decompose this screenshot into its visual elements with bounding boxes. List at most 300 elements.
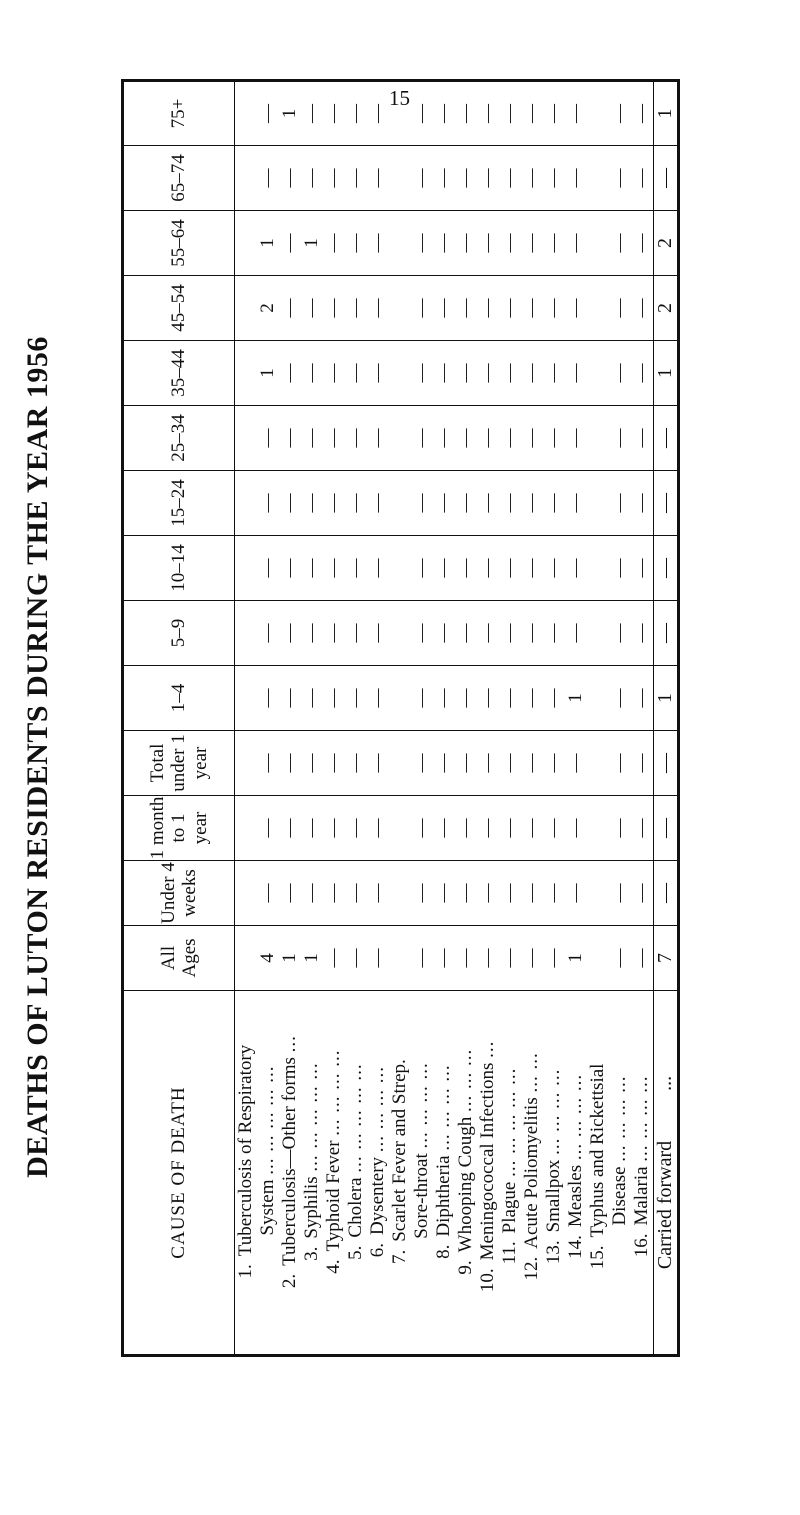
cell-value: — (323, 233, 344, 253)
column-values-age-1-4 (235, 666, 654, 731)
cell-value: — (565, 493, 586, 513)
cell-value: — (631, 493, 652, 513)
cause-line (433, 991, 455, 1354)
column-values-age-25-34 (235, 406, 654, 471)
cell-value: — (609, 558, 630, 578)
cell-value: — (257, 558, 278, 578)
cell-value: — (433, 623, 454, 643)
cell-value (587, 861, 609, 925)
cell-value: — (323, 818, 344, 838)
cell-value: — (411, 298, 432, 318)
cause-number: 13. (543, 1240, 564, 1265)
cause-leader-dots: ... ... ... ... (411, 1062, 432, 1149)
cell-value (235, 861, 257, 925)
cell-value: — (367, 883, 388, 903)
cause-text: Disease (609, 1166, 630, 1226)
cell-value: — (279, 623, 300, 643)
cause-text: Syphilis (301, 1176, 322, 1239)
cell-value: — (543, 623, 564, 643)
cell-value: — (609, 233, 630, 253)
cell-value: — (543, 753, 564, 773)
cell-value: — (499, 948, 520, 968)
cell-value (235, 276, 257, 340)
cell-value: 1 (565, 693, 586, 703)
header-age-15-24: 15–24 (123, 471, 235, 536)
cause-leader-dots: ... ... ... ... (433, 1064, 454, 1151)
cell-value: — (367, 688, 388, 708)
cell-value: — (279, 883, 300, 903)
cell-value: — (543, 168, 564, 188)
cell-value: — (499, 688, 520, 708)
cause-number: 7. (389, 1249, 410, 1265)
cell-value: — (609, 493, 630, 513)
cell-value: — (477, 688, 498, 708)
cell-value: — (565, 104, 586, 123)
cell-value: — (279, 493, 300, 513)
cell-value: — (565, 363, 586, 383)
cause-text: Malaria (631, 1166, 652, 1226)
cell-value: — (543, 883, 564, 903)
cell-value: — (609, 363, 630, 383)
cell-value: — (631, 233, 652, 253)
carried-forward-cell (654, 991, 679, 1356)
cell-value: — (455, 818, 476, 838)
cell-value (587, 406, 609, 470)
cause-number: 2. (279, 1273, 300, 1289)
cell-value: — (455, 753, 476, 773)
cell-value: — (257, 428, 278, 448)
cause-leader-dots: ... ... ... ... ... (257, 1065, 278, 1175)
cell-value: — (609, 104, 630, 123)
cell-value: — (433, 233, 454, 253)
deaths-table (121, 79, 680, 1357)
cell-value: — (345, 233, 366, 253)
cell-value: — (411, 623, 432, 643)
cell-value: — (543, 363, 564, 383)
cell-value: — (521, 493, 542, 513)
column-values-month-to-year (235, 796, 654, 861)
cause-number: 10. (477, 1268, 498, 1293)
cell-value: — (543, 688, 564, 708)
cause-number: 8. (433, 1244, 454, 1259)
cell-value: — (631, 298, 652, 318)
cause-number: 12. (521, 1256, 542, 1281)
cause-text: Meningococcal Infections (477, 1062, 498, 1261)
cell-value: — (367, 948, 388, 968)
cell-value: — (609, 428, 630, 448)
cell-value: — (411, 753, 432, 773)
column-values-age-15-24 (235, 471, 654, 536)
cell-value: — (433, 688, 454, 708)
cell-value: — (521, 558, 542, 578)
carried-forward-total: — (654, 731, 679, 796)
cell-value: — (345, 104, 366, 123)
cell-value: — (631, 363, 652, 383)
cell-value: — (565, 818, 586, 838)
header-age-10-14: 10–14 (123, 536, 235, 601)
cause-line (345, 991, 367, 1354)
cause-number: 11. (499, 1241, 520, 1265)
header-age-45-54: 45–54 (123, 276, 235, 341)
cause-text: Diphtheria (433, 1155, 454, 1237)
carried-forward-dots: ... (654, 1075, 676, 1091)
cell-value: — (345, 558, 366, 578)
cell-value: — (279, 363, 300, 383)
page-number: 15 (389, 86, 410, 110)
cell-value: — (477, 493, 498, 513)
header-age-65-74: 65–74 (123, 146, 235, 211)
cell-value: — (499, 168, 520, 188)
cause-number: 1. (235, 1264, 256, 1279)
cell-value: — (455, 623, 476, 643)
header-row (123, 81, 235, 1356)
cause-line (477, 991, 499, 1354)
cell-value (389, 536, 411, 600)
cell-value (389, 276, 411, 340)
cause-line (323, 991, 345, 1354)
cell-value: 1 (257, 368, 278, 378)
cause-number: 3. (301, 1246, 322, 1261)
cell-value (389, 796, 411, 860)
cell-value: — (609, 818, 630, 838)
cell-value: — (477, 298, 498, 318)
cell-value: 4 (257, 953, 278, 963)
cause-leader-dots: ... ... ... ... (565, 1073, 586, 1161)
cell-value: — (323, 298, 344, 318)
cell-value (235, 471, 257, 535)
cell-value: — (477, 104, 498, 123)
cell-value: — (301, 753, 322, 773)
cause-leader-dots: ... (477, 1040, 498, 1058)
cell-value: — (543, 233, 564, 253)
cell-value: — (279, 428, 300, 448)
cell-value: — (257, 623, 278, 643)
cell-value: — (543, 493, 564, 513)
cell-value: — (477, 428, 498, 448)
cell-value: — (279, 818, 300, 838)
cell-value: — (279, 233, 300, 253)
cell-value: — (477, 948, 498, 968)
cell-value: — (323, 753, 344, 773)
cause-line (389, 991, 411, 1354)
cell-value: — (301, 818, 322, 838)
cell-value: — (609, 753, 630, 773)
cell-value: 1 (301, 953, 322, 963)
cell-value (389, 666, 411, 730)
cause-leader-dots: ... ... ... ... (609, 1075, 630, 1162)
cell-value: — (257, 104, 278, 123)
column-values-total-under-1 (235, 731, 654, 796)
cell-value (235, 796, 257, 860)
header-age-25-34: 25–34 (123, 406, 235, 471)
cell-value: — (345, 168, 366, 188)
cell-value: — (543, 104, 564, 123)
carried-forward-total: — (654, 861, 679, 926)
cell-value (587, 82, 609, 145)
cell-value: 1 (565, 953, 586, 963)
cell-value: — (433, 493, 454, 513)
cell-value: — (565, 298, 586, 318)
cell-value (235, 666, 257, 730)
cell-value: — (323, 948, 344, 968)
cell-value: 1 (279, 953, 300, 963)
cause-number: 4. (323, 1259, 344, 1274)
cell-value: — (477, 558, 498, 578)
cell-value: — (631, 168, 652, 188)
cell-value: 2 (257, 303, 278, 313)
cause-text: Plague (499, 1181, 520, 1234)
cell-value: 1 (257, 238, 278, 248)
cause-text: Scarlet Fever and Strep. (389, 1059, 410, 1242)
cell-value: — (499, 428, 520, 448)
carried-forward-total: — (654, 536, 679, 601)
cell-value: — (279, 558, 300, 578)
cell-value: — (499, 558, 520, 578)
cause-text: Smallpox (543, 1159, 564, 1233)
cell-value: — (257, 753, 278, 773)
cell-value: — (345, 883, 366, 903)
cell-value: — (301, 363, 322, 383)
cause-text: System (257, 1179, 278, 1236)
cell-value: — (301, 883, 322, 903)
cause-number: 5. (345, 1245, 366, 1260)
cell-value: — (499, 104, 520, 123)
cell-value (587, 341, 609, 405)
cell-value (587, 146, 609, 210)
header-1-month-to-1-year: 1 month to 1 year (123, 796, 235, 861)
cell-value: — (455, 428, 476, 448)
cell-value: — (543, 818, 564, 838)
cell-value: — (279, 688, 300, 708)
cell-value: — (323, 493, 344, 513)
cell-value: — (521, 168, 542, 188)
cell-value: — (367, 818, 388, 838)
cell-value (235, 82, 257, 145)
cell-value: — (477, 753, 498, 773)
cell-value (389, 82, 411, 145)
cell-value (389, 471, 411, 535)
cell-value: — (521, 883, 542, 903)
cell-value: — (323, 623, 344, 643)
cell-value (235, 146, 257, 210)
cell-value: — (499, 883, 520, 903)
page-title: DEATHS OF LUTON RESIDENTS DURING THE YEAR 1956 (21, 336, 54, 1178)
header-age-55-64: 55–64 (123, 211, 235, 276)
cell-value: — (499, 493, 520, 513)
carried-forward-total: 1 (654, 341, 679, 406)
cell-value: — (455, 493, 476, 513)
cell-value (587, 211, 609, 275)
cell-value (235, 926, 257, 990)
cell-value: — (455, 233, 476, 253)
cell-value: — (455, 168, 476, 188)
cause-text: Cholera (345, 1177, 366, 1238)
cell-value: — (609, 623, 630, 643)
column-values-age-45-54 (235, 276, 654, 341)
cell-value: — (345, 363, 366, 383)
cell-value: — (323, 688, 344, 708)
cell-value: — (257, 688, 278, 708)
cell-value: — (455, 558, 476, 578)
header-age-35-44: 35–44 (123, 341, 235, 406)
cell-value: — (279, 168, 300, 188)
column-values-age-75-plus (235, 81, 654, 146)
cell-value: — (631, 948, 652, 968)
cell-value: — (367, 428, 388, 448)
cell-value: — (565, 428, 586, 448)
cell-value: — (367, 493, 388, 513)
carried-forward-total: 2 (654, 211, 679, 276)
cell-value (587, 536, 609, 600)
cell-value: — (477, 623, 498, 643)
cell-value: — (521, 623, 542, 643)
cell-value (389, 406, 411, 470)
cause-leader-dots: ... (279, 1035, 300, 1053)
cell-value (389, 601, 411, 665)
cell-value: — (257, 493, 278, 513)
cell-value: — (631, 428, 652, 448)
cause-text: Typhus and Rickettsial (587, 1063, 608, 1238)
cell-value: — (323, 558, 344, 578)
cell-value: — (257, 883, 278, 903)
cell-value: — (521, 428, 542, 448)
causes-row (235, 81, 654, 1356)
cell-value: — (521, 298, 542, 318)
cell-value (389, 211, 411, 275)
cell-value: — (345, 623, 366, 643)
cause-line (455, 991, 477, 1354)
cause-leader-dots: ... ... ... ... ... (345, 1063, 366, 1173)
cell-value: — (433, 428, 454, 448)
cell-value: — (301, 428, 322, 448)
cell-value: — (323, 104, 344, 123)
cell-value: — (345, 818, 366, 838)
cause-number: 6. (367, 1243, 388, 1258)
cell-value: — (455, 298, 476, 318)
cell-value: — (565, 233, 586, 253)
header-cause: CAUSE OF DEATH (123, 991, 235, 1356)
carried-forward-total: 1 (654, 666, 679, 731)
cause-line (279, 991, 301, 1354)
cause-text: Tuberculosis—Other forms (279, 1057, 300, 1266)
cause-leader-dots: ... ... (521, 1052, 542, 1093)
cell-value: — (565, 753, 586, 773)
cell-value: — (323, 363, 344, 383)
cell-value: — (521, 233, 542, 253)
cell-value: 1 (279, 108, 300, 119)
cell-value: — (565, 623, 586, 643)
cell-value: — (279, 753, 300, 773)
cell-value: — (257, 168, 278, 188)
header-all-ages: All Ages (123, 926, 235, 991)
cause-line (587, 991, 609, 1354)
cell-value: — (301, 623, 322, 643)
cell-value: — (411, 883, 432, 903)
header-age-5-9: 5–9 (123, 601, 235, 666)
cell-value: — (499, 363, 520, 383)
cause-leader-dots: ... ... ... ... (323, 1049, 344, 1136)
cell-value (235, 406, 257, 470)
carried-forward-total: — (654, 406, 679, 471)
carried-forward-row (654, 81, 679, 1356)
carried-forward-total: — (654, 601, 679, 666)
cell-value (235, 536, 257, 600)
cause-leader-dots: ... ... ... ... (631, 1075, 652, 1162)
cell-value: — (257, 818, 278, 838)
cell-value (235, 211, 257, 275)
cause-leader-dots: ... ... ... ... (367, 1065, 388, 1153)
cause-line (301, 991, 323, 1354)
cell-value: — (543, 948, 564, 968)
cell-value: — (301, 688, 322, 708)
cell-value: — (323, 168, 344, 188)
cell-value: — (631, 558, 652, 578)
cell-value: — (433, 104, 454, 123)
cell-value: — (367, 558, 388, 578)
cause-line (499, 991, 521, 1354)
cell-value: — (631, 104, 652, 123)
cause-leader-dots: ... ... ... ... (543, 1068, 564, 1155)
cause-number: 14. (565, 1235, 586, 1259)
cause-text: Dysentery (367, 1156, 388, 1236)
cell-value: — (433, 168, 454, 188)
cell-value (587, 926, 609, 990)
column-values-age-5-9 (235, 601, 654, 666)
cell-value: — (477, 233, 498, 253)
cell-value: — (345, 753, 366, 773)
cell-value: — (609, 168, 630, 188)
cause-line (411, 991, 433, 1354)
cell-value: — (455, 363, 476, 383)
cell-value: — (301, 168, 322, 188)
cell-value (587, 666, 609, 730)
cell-value: — (631, 883, 652, 903)
cell-value (235, 341, 257, 405)
cell-value: — (301, 558, 322, 578)
cause-number: 15. (587, 1245, 608, 1270)
cell-value: — (411, 168, 432, 188)
cause-line (565, 991, 587, 1354)
header-total-under-1-year: Total under 1 year (123, 731, 235, 796)
cell-value: — (499, 233, 520, 253)
column-values-age-10-14 (235, 536, 654, 601)
cell-value (587, 731, 609, 795)
cause-line (235, 991, 257, 1354)
deaths-table-wrapper (121, 98, 676, 1357)
cell-value: — (609, 298, 630, 318)
column-values-age-55-64 (235, 211, 654, 276)
cell-value (587, 471, 609, 535)
carried-forward-total: 2 (654, 276, 679, 341)
cell-value: — (499, 753, 520, 773)
cell-value: — (565, 883, 586, 903)
cell-value: — (367, 363, 388, 383)
cell-value: — (411, 104, 432, 123)
cause-number: 9. (455, 1260, 476, 1275)
cell-value: — (345, 688, 366, 708)
cell-value: — (411, 558, 432, 578)
header-under-4-weeks: Under 4 weeks (123, 861, 235, 926)
carried-forward-total: — (654, 471, 679, 536)
cell-value: — (521, 104, 542, 123)
cell-value: — (367, 753, 388, 773)
cell-value: — (455, 104, 476, 123)
cell-value (389, 861, 411, 925)
cell-value: — (631, 688, 652, 708)
cell-value: — (411, 948, 432, 968)
cell-value: — (477, 168, 498, 188)
cell-value: — (609, 948, 630, 968)
